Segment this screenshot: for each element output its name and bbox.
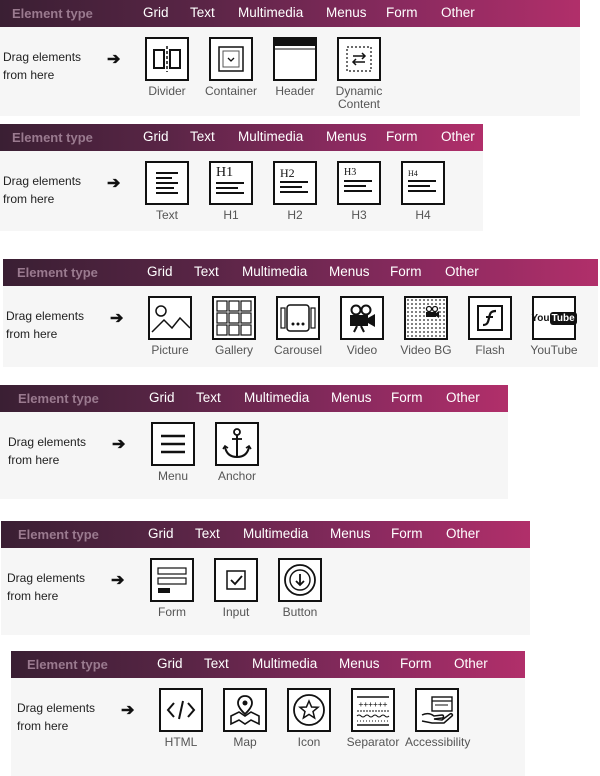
element-label: Button xyxy=(282,605,318,619)
element-h2[interactable] xyxy=(263,161,327,222)
elements-area xyxy=(0,412,508,499)
drag-hint: Drag elements from here xyxy=(7,571,86,603)
drag-hint: Drag elements from here xyxy=(6,309,85,341)
element-h3[interactable] xyxy=(327,161,391,222)
element-label: Separator xyxy=(346,735,400,749)
element-label: Form xyxy=(158,605,186,619)
element-label: Input xyxy=(222,605,250,619)
youtube-icon: You Tube xyxy=(532,296,576,340)
tab-multimedia[interactable]: Multimedia xyxy=(243,526,309,541)
element-accessibility[interactable] xyxy=(405,688,469,749)
video-bg-icon xyxy=(404,296,448,340)
element-label: Map xyxy=(233,735,257,749)
elements-area xyxy=(11,678,525,776)
tab-text[interactable]: Text xyxy=(190,129,215,144)
element-label: H2 xyxy=(287,208,303,222)
tab-multimedia[interactable]: Multimedia xyxy=(242,264,308,279)
element-label: Icon xyxy=(297,735,321,749)
button-icon xyxy=(278,558,322,602)
h3-icon: H3 xyxy=(337,161,381,205)
element-html[interactable] xyxy=(149,688,213,749)
tab-form[interactable]: Form xyxy=(386,5,418,20)
anchor-icon xyxy=(215,422,259,466)
tab-other[interactable]: Other xyxy=(445,264,479,279)
element-video[interactable] xyxy=(330,296,394,357)
tab-multimedia[interactable]: Multimedia xyxy=(244,390,310,405)
drag-hint: Drag elements from here xyxy=(17,701,96,733)
element-label: Carousel xyxy=(273,343,323,357)
tab-other[interactable]: Other xyxy=(441,5,475,20)
star-icon xyxy=(287,688,331,732)
video-icon xyxy=(340,296,384,340)
element-label: Picture xyxy=(151,343,189,357)
element-type-label: Element type xyxy=(27,657,108,672)
h2-icon: H2 xyxy=(273,161,317,205)
element-label: Dynamic Content xyxy=(335,84,383,111)
tab-grid[interactable]: Grid xyxy=(143,129,169,144)
h1-icon: H1 xyxy=(209,161,253,205)
tab-text[interactable]: Text xyxy=(204,656,229,671)
drag-hint: Drag elements from here xyxy=(8,435,87,467)
carousel-icon xyxy=(276,296,320,340)
element-type-bar xyxy=(0,0,580,27)
element-flash[interactable] xyxy=(458,296,522,357)
html-icon xyxy=(159,688,203,732)
element-h1[interactable] xyxy=(199,161,263,222)
element-label: Container xyxy=(204,84,258,98)
tab-grid[interactable]: Grid xyxy=(147,264,173,279)
element-type-bar xyxy=(0,385,508,412)
tab-grid[interactable]: Grid xyxy=(148,526,174,541)
h4-icon: H4 xyxy=(401,161,445,205)
element-type-label: Element type xyxy=(17,265,98,280)
element-label: YouTube xyxy=(530,343,578,357)
element-divider[interactable] xyxy=(135,37,199,98)
svg-text:++++++: ++++++ xyxy=(358,700,388,709)
tab-text[interactable]: Text xyxy=(194,264,219,279)
elements-area xyxy=(0,27,580,116)
panel-menus xyxy=(0,385,508,499)
element-video-bg[interactable] xyxy=(394,296,458,357)
element-header[interactable] xyxy=(263,37,327,98)
tab-menus[interactable]: Menus xyxy=(331,390,372,405)
header-icon xyxy=(273,37,317,81)
panel-other xyxy=(11,651,525,776)
input-icon xyxy=(214,558,258,602)
element-label: Menu xyxy=(157,469,189,483)
map-icon xyxy=(223,688,267,732)
element-label: Text xyxy=(155,208,178,222)
panel-form xyxy=(1,521,530,635)
arrow-icon: ➔ xyxy=(107,51,121,68)
tab-grid[interactable]: Grid xyxy=(157,656,183,671)
element-input[interactable] xyxy=(204,558,268,619)
element-label: HTML xyxy=(164,735,198,749)
container-icon xyxy=(209,37,253,81)
elements-area xyxy=(1,548,530,635)
element-type-label: Element type xyxy=(12,6,93,21)
accessibility-icon xyxy=(415,688,459,732)
element-type-label: Element type xyxy=(18,391,99,406)
element-label: H1 xyxy=(223,208,239,222)
panel-grid xyxy=(0,0,580,116)
element-icon[interactable] xyxy=(277,688,341,749)
tab-form[interactable]: Form xyxy=(400,656,432,671)
element-label: Header xyxy=(275,84,315,98)
tab-other[interactable]: Other xyxy=(454,656,488,671)
tab-multimedia[interactable]: Multimedia xyxy=(238,129,304,144)
element-type-bar xyxy=(0,124,483,151)
tab-text[interactable]: Text xyxy=(196,390,221,405)
tab-menus[interactable]: Menus xyxy=(330,526,371,541)
tab-text[interactable]: Text xyxy=(190,5,215,20)
element-type-label: Element type xyxy=(18,527,99,542)
element-label: Divider xyxy=(148,84,186,98)
element-label: Accessibility xyxy=(405,735,471,749)
text-icon xyxy=(145,161,189,205)
element-separator[interactable] xyxy=(341,688,405,749)
element-label: H4 xyxy=(415,208,431,222)
tab-other[interactable]: Other xyxy=(446,390,480,405)
tab-menus[interactable]: Menus xyxy=(339,656,380,671)
tab-text[interactable]: Text xyxy=(195,526,220,541)
tab-other[interactable]: Other xyxy=(441,129,475,144)
flash-icon xyxy=(468,296,512,340)
element-container[interactable] xyxy=(199,37,263,98)
picture-icon xyxy=(148,296,192,340)
tab-form[interactable]: Form xyxy=(390,264,422,279)
arrow-icon: ➔ xyxy=(121,702,135,719)
element-form[interactable] xyxy=(140,558,204,619)
tab-grid[interactable]: Grid xyxy=(149,390,175,405)
tab-form[interactable]: Form xyxy=(386,129,418,144)
element-type-bar xyxy=(11,651,525,678)
tab-multimedia[interactable]: Multimedia xyxy=(252,656,318,671)
gallery-icon xyxy=(212,296,256,340)
element-map[interactable] xyxy=(213,688,277,749)
tab-multimedia[interactable]: Multimedia xyxy=(238,5,304,20)
element-button[interactable] xyxy=(268,558,332,619)
tab-other[interactable]: Other xyxy=(446,526,480,541)
tab-form[interactable]: Form xyxy=(391,390,423,405)
arrow-icon: ➔ xyxy=(110,310,124,327)
element-menu[interactable] xyxy=(141,422,205,483)
tab-form[interactable]: Form xyxy=(391,526,423,541)
arrow-icon: ➔ xyxy=(111,572,125,589)
separator-icon xyxy=(351,688,395,732)
element-text[interactable] xyxy=(135,161,199,222)
element-label: H3 xyxy=(351,208,367,222)
element-type-label: Element type xyxy=(12,130,93,145)
element-anchor[interactable] xyxy=(205,422,269,483)
dynamic-content-icon xyxy=(337,37,381,81)
element-picture[interactable] xyxy=(138,296,202,357)
elements-area xyxy=(0,151,483,231)
element-carousel[interactable] xyxy=(266,296,330,357)
element-label: Flash xyxy=(475,343,505,357)
drag-hint: Drag elements from here xyxy=(3,50,82,82)
elements-area xyxy=(3,286,598,367)
element-h4[interactable] xyxy=(391,161,455,222)
drag-hint: Drag elements from here xyxy=(3,174,82,206)
tab-menus[interactable]: Menus xyxy=(329,264,370,279)
element-dynamic-content[interactable] xyxy=(327,37,391,111)
form-icon xyxy=(150,558,194,602)
tab-grid[interactable]: Grid xyxy=(143,5,169,20)
panel-text xyxy=(0,124,483,231)
divider-icon xyxy=(145,37,189,81)
element-label: Video xyxy=(346,343,378,357)
element-label: Anchor xyxy=(217,469,257,483)
arrow-icon: ➔ xyxy=(112,436,126,453)
element-label: Video BG xyxy=(400,343,452,357)
menu-icon xyxy=(151,422,195,466)
arrow-icon: ➔ xyxy=(107,175,121,192)
element-type-bar xyxy=(3,259,598,286)
element-label: Gallery xyxy=(214,343,253,357)
tab-menus[interactable]: Menus xyxy=(326,129,367,144)
element-type-bar xyxy=(1,521,530,548)
panel-multimedia xyxy=(3,259,598,367)
element-youtube[interactable] xyxy=(522,296,586,357)
element-gallery[interactable] xyxy=(202,296,266,357)
tab-menus[interactable]: Menus xyxy=(326,5,367,20)
